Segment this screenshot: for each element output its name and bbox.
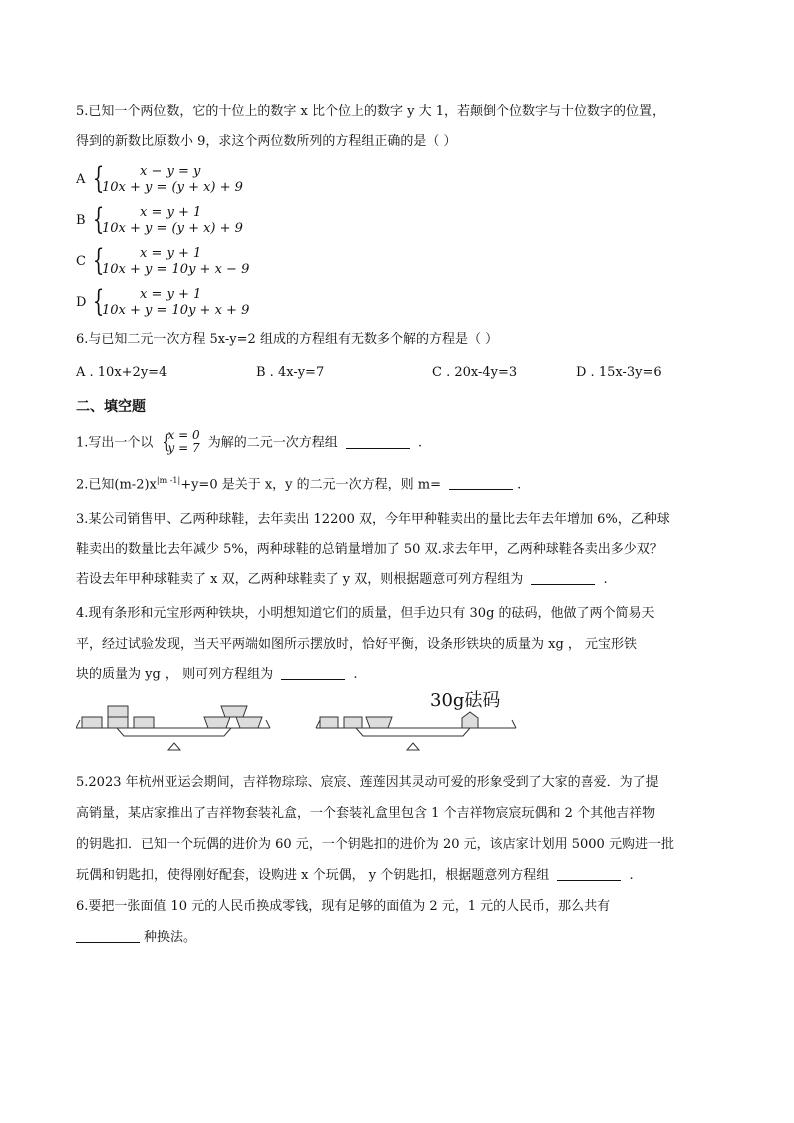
q6-option-b[interactable]: B . 4x-y=7: [256, 365, 325, 380]
equation-bottom: 10x + y = (y + x) + 9: [102, 221, 243, 236]
answer-blank[interactable]: [531, 571, 595, 585]
fill-q2: [76, 472, 521, 494]
option-label: B: [76, 213, 86, 228]
bar-block: [320, 717, 338, 728]
fill-q2-text: +y=0 是关于 x，y 的二元一次方程，则 m=: [180, 477, 442, 493]
ingot-block: [236, 717, 262, 728]
option-label: D: [76, 295, 87, 310]
bar-block: [108, 717, 128, 728]
period: .: [417, 435, 423, 451]
q5-stem-line1: 5.已知一个两位数，它的十位上的数字 x 比个位上的数字 y 大 1，若颠倒个位数字与十位数字的位置，: [76, 104, 666, 119]
solution-x: x = 0: [167, 428, 200, 442]
section-title: 二、填空题: [76, 399, 146, 415]
equation-top: x − y = y: [140, 164, 201, 179]
fill-q3-line1: 3.某公司销售甲、乙两种球鞋，去年卖出 12200 双，今年甲种鞋卖出的量比去年去年增加 6%，乙种球: [76, 512, 670, 527]
fill-q5-line3: 的钥匙扣．已知一个玩偶的进价为 60 元，一个钥匙扣的进价为 20 元，该店家计划用 5000 元购进一批: [76, 837, 674, 852]
q6-option-a[interactable]: A . 10x+2y=4: [76, 365, 168, 380]
left-pan-base: [117, 728, 231, 736]
ingot-block: [366, 717, 392, 728]
bar-block: [82, 717, 102, 728]
q6-stem: 6.与已知二元一次方程 5x-y=2 组成的方程组有无数多个解的方程是（ ）: [76, 332, 499, 347]
answer-blank[interactable]: [76, 929, 140, 943]
period: .: [353, 667, 358, 682]
q6-option-d[interactable]: D . 15x-3y=6: [576, 365, 662, 380]
balance-scales-diagram: [76, 690, 526, 752]
fill-q3-text: 若设去年甲种球鞋卖了 x 双，乙两种球鞋卖了 y 双，则根据题意可列方程组为: [76, 572, 524, 587]
fulcrum: [407, 743, 419, 750]
solution-system: [160, 430, 202, 456]
equation-bottom: 10x + y = 10y + x + 9: [102, 303, 250, 318]
exponent: |m -1|: [156, 476, 181, 485]
equation-top: x = y + 1: [140, 246, 202, 261]
equation-top: x = y + 1: [140, 205, 202, 220]
bar-block: [134, 717, 154, 728]
fill-q5-line4: [76, 867, 634, 885]
fill-q3-line3: [76, 571, 608, 589]
fill-q2-prefix: 2.已知(m-2)x: [76, 477, 157, 493]
equation-top: x = y + 1: [140, 287, 202, 302]
fill-q4-line1: 4.现有条形和元宝形两种铁块，小明想知道它们的质量，但手边只有 30g 的砝码，他做了两个简易天: [76, 606, 655, 621]
fill-q1-text: 为解的二元一次方程组: [207, 435, 338, 451]
fill-q5-line2: 高销量，某店家推出了吉祥物套装礼盒，一个套装礼盒里包含 1 个吉祥物宸宸玩偶和 2 个其他吉祥物: [76, 806, 656, 821]
left-tick: [76, 720, 80, 728]
right-tick: [512, 720, 516, 728]
weight-icon: [462, 712, 478, 728]
ingot-block: [204, 717, 230, 728]
solution-y: y = 7: [167, 441, 200, 455]
brace-symbol: {: [92, 202, 105, 237]
brace-symbol: {: [162, 429, 170, 453]
equation-bottom: 10x + y = (y + x) + 9: [102, 180, 243, 195]
brace-symbol: {: [92, 161, 105, 196]
weight-label: 30g砝码: [430, 690, 501, 711]
fill-q4-line3: [76, 666, 358, 684]
brace-symbol: {: [92, 243, 105, 278]
answer-blank[interactable]: [449, 476, 513, 490]
fill-q3-line2: 鞋卖出的数量比去年减少 5%，两种球鞋的总销量增加了 50 双.求去年甲，乙两种球鞋各卖出多少双？: [76, 542, 663, 557]
period: .: [629, 868, 634, 883]
option-label: C: [76, 254, 86, 269]
fill-q6-line2: [76, 929, 196, 947]
q5-stem-line2: 得到的新数比原数小 9，求这个两位数所列的方程组正确的是（ ）: [76, 134, 457, 149]
fill-q5-line1: 5.2023 年杭州亚运会期间，吉祥物琮琮、宸宸、莲莲因其灵动可爱的形象受到了大家的喜爱．为了提: [76, 775, 659, 790]
fulcrum: [168, 743, 180, 750]
right-tick: [266, 720, 270, 728]
balance-figure: [76, 690, 526, 756]
answer-blank[interactable]: [281, 666, 345, 680]
right-pan-base: [356, 728, 470, 736]
bar-block: [344, 717, 362, 728]
fill-q4-line2: 平，经过试验发现，当天平两端如图所示摆放时，恰好平衡，设条形铁块的质量为 xg ， 元宝形铁: [76, 637, 638, 652]
fill-q4-text: 块的质量为 yg ， 则可列方程组为: [76, 667, 274, 682]
option-label: A: [76, 172, 86, 187]
bar-block: [108, 706, 128, 717]
fill-q1: [76, 430, 422, 456]
fill-q6-line1: 6.要把一张面值 10 元的人民币换成零钱，现有足够的面值为 2 元，1 元的人民币，那么共有: [76, 899, 611, 914]
ingot-block: [221, 706, 247, 717]
period: .: [603, 572, 608, 587]
q6-option-c[interactable]: C . 20x-4y=3: [432, 365, 518, 380]
fill-q1-prefix: 1.写出一个以: [76, 435, 154, 451]
equation-bottom: 10x + y = 10y + x − 9: [102, 262, 250, 277]
fill-q5-text: 玩偶和钥匙扣，使得刚好配套，设购进 x 个玩偶， y 个钥匙扣，根据题意列方程组: [76, 868, 550, 883]
answer-blank[interactable]: [557, 867, 621, 881]
left-tick: [316, 720, 320, 728]
period: .: [517, 477, 522, 493]
brace-symbol: {: [92, 284, 105, 319]
answer-blank[interactable]: [346, 435, 410, 449]
fill-q6-text: 种换法。: [144, 930, 197, 945]
